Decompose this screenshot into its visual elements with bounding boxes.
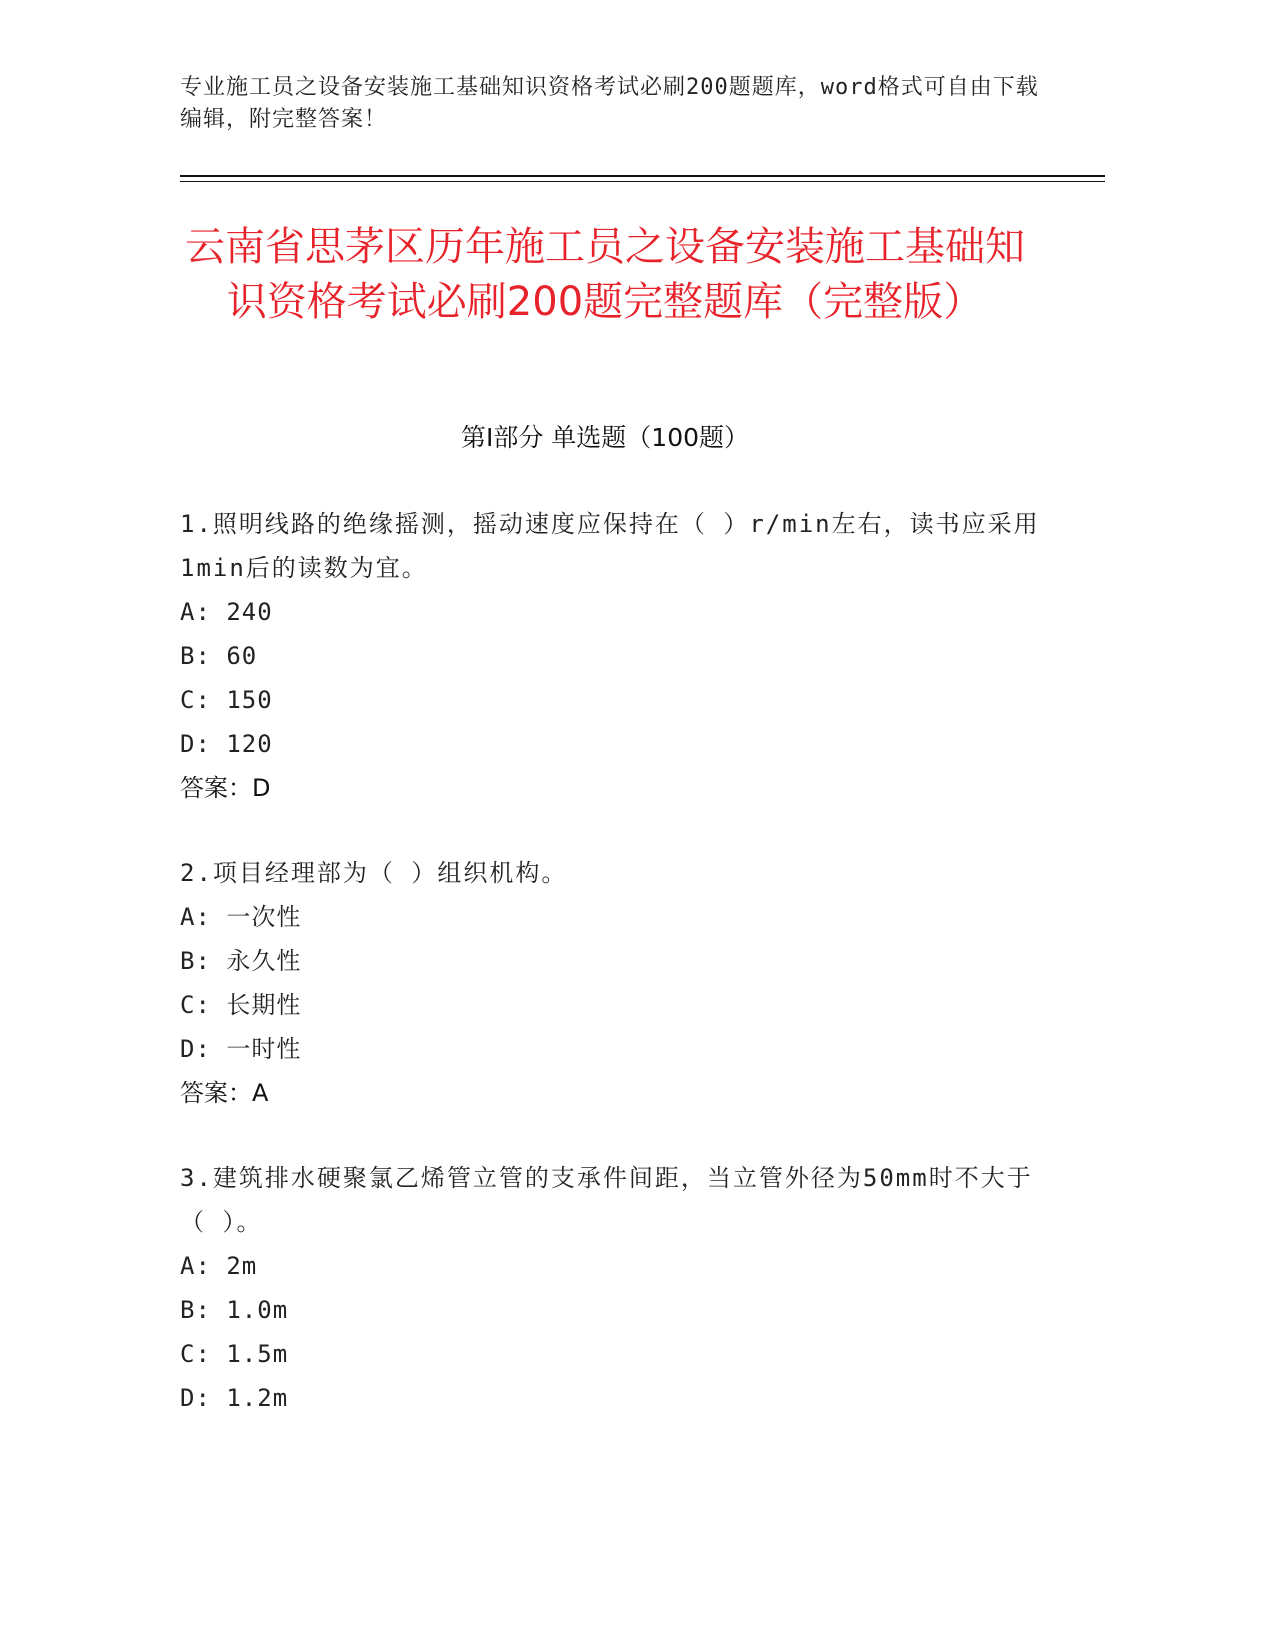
option-c: C: 150: [180, 686, 273, 714]
question-text: 2.项目经理部为（ ）组织机构。: [180, 859, 568, 887]
question-text: 3.建筑排水硬聚氯乙烯管立管的支承件间距，当立管外径为50mm时不大于（ ）。: [180, 1164, 1033, 1236]
option-d: D: 一时性: [180, 1035, 302, 1063]
question-text: 1.照明线路的绝缘摇测，摇动速度应保持在（ ）r/min左右，读书应采用1min后的读数为宜。: [180, 510, 1040, 582]
header-rule-thin: [180, 181, 1105, 182]
document-title: 云南省思茅区历年施工员之设备安装施工基础知识资格考试必刷200题完整题库（完整版）: [185, 224, 1025, 325]
answer-label: 答案：A: [180, 1079, 269, 1107]
question-2: [180, 851, 1040, 1115]
answer-label: 答案：D: [180, 774, 271, 802]
header-note: 专业施工员之设备安装施工基础知识资格考试必刷200题题库，word格式可自由下载编辑，附完整答案！: [180, 75, 1039, 132]
option-d: D: 120: [180, 730, 273, 758]
option-a: A: 一次性: [180, 903, 302, 931]
option-c: C: 长期性: [180, 991, 302, 1019]
option-b: B: 60: [180, 642, 258, 670]
question-1: [180, 502, 1040, 810]
question-3: [180, 1156, 1040, 1420]
section-heading: 第Ⅰ部分 单选题（100题）: [460, 423, 750, 452]
option-a: A: 2m: [180, 1252, 258, 1280]
option-b: B: 永久性: [180, 947, 302, 975]
option-d: D: 1.2m: [180, 1384, 289, 1412]
option-b: B: 1.0m: [180, 1296, 289, 1324]
header-rule-thick: [180, 175, 1105, 177]
option-c: C: 1.5m: [180, 1340, 289, 1368]
option-a: A: 240: [180, 598, 273, 626]
